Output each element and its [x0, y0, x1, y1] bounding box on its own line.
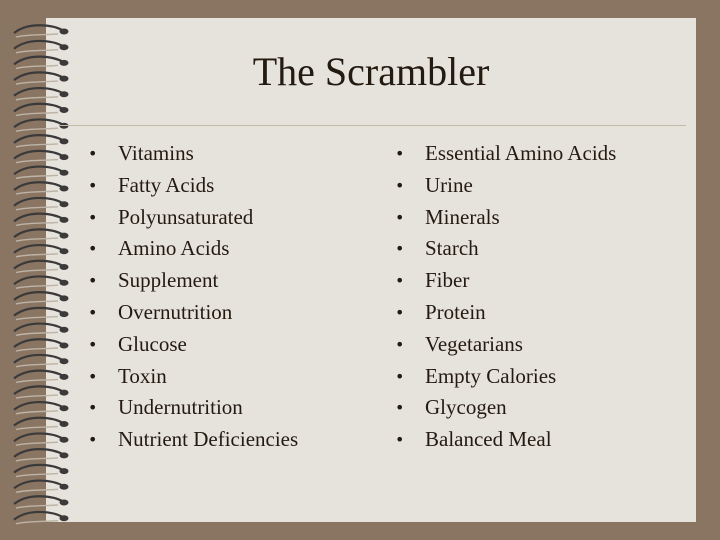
binding-hole — [60, 154, 69, 160]
binding-hole — [60, 358, 69, 364]
bullet-icon: • — [88, 207, 98, 227]
binding-shadow — [16, 474, 58, 477]
bullet-icon: • — [395, 175, 405, 195]
binding-hole — [60, 327, 69, 333]
bullet-icon: • — [88, 334, 98, 354]
binding-shadow — [16, 113, 58, 116]
binding-coil — [14, 119, 64, 127]
bullet-icon: • — [395, 334, 405, 354]
bullet-icon: • — [395, 398, 405, 418]
binding-coil — [14, 339, 64, 347]
binding-coil — [14, 198, 64, 206]
list-item-label: Urine — [425, 172, 473, 197]
list-item — [88, 202, 298, 234]
list-item — [88, 138, 298, 170]
binding-coil — [14, 229, 64, 237]
binding-shadow — [16, 285, 58, 288]
binding-coil — [14, 371, 64, 379]
binding-shadow — [16, 458, 58, 461]
left-term-list — [88, 138, 298, 456]
binding-hole — [60, 515, 69, 521]
list-item — [395, 297, 616, 329]
binding-hole — [60, 390, 69, 396]
bullet-icon: • — [88, 239, 98, 259]
binding-hole — [60, 311, 69, 317]
title-divider — [60, 125, 686, 126]
binding-hole — [60, 452, 69, 458]
list-item — [395, 233, 616, 265]
binding-hole — [60, 484, 69, 490]
binding-coil — [14, 512, 64, 520]
list-item-label: Supplement — [118, 268, 219, 293]
list-item — [395, 329, 616, 361]
binding-shadow — [16, 427, 58, 430]
list-item — [88, 361, 298, 393]
list-item — [88, 233, 298, 265]
list-item-label: Protein — [425, 299, 486, 324]
binding-shadow — [16, 207, 58, 210]
binding-hole — [60, 201, 69, 207]
binding-coil — [14, 355, 64, 363]
list-item — [395, 202, 616, 234]
binding-hole — [60, 29, 69, 35]
list-item — [88, 424, 298, 456]
binding-hole — [60, 170, 69, 176]
binding-shadow — [16, 97, 58, 100]
binding-coil — [14, 433, 64, 441]
list-item-label: Starch — [425, 236, 479, 261]
bullet-icon: • — [88, 271, 98, 291]
binding-shadow — [16, 395, 58, 398]
bullet-icon: • — [395, 271, 405, 291]
list-item-label: Fiber — [425, 268, 470, 293]
binding-coil — [14, 151, 64, 159]
binding-hole — [60, 138, 69, 144]
binding-shadow — [16, 238, 58, 241]
binding-coil — [14, 167, 64, 175]
binding-hole — [60, 248, 69, 254]
list-item — [88, 297, 298, 329]
binding-hole — [60, 217, 69, 223]
binding-hole — [60, 233, 69, 239]
binding-shadow — [16, 128, 58, 131]
list-item-label: Balanced Meal — [425, 427, 552, 452]
list-item — [395, 361, 616, 393]
binding-hole — [60, 405, 69, 411]
bullet-icon: • — [395, 366, 405, 386]
binding-shadow — [16, 332, 58, 335]
binding-hole — [60, 264, 69, 270]
list-item-label: Undernutrition — [118, 395, 243, 420]
binding-coil — [14, 496, 64, 504]
bullet-icon: • — [88, 175, 98, 195]
binding-coil — [14, 402, 64, 410]
binding-hole — [60, 295, 69, 301]
binding-coil — [14, 135, 64, 143]
bullet-icon: • — [395, 430, 405, 450]
list-item-label: Minerals — [425, 204, 500, 229]
list-item — [88, 265, 298, 297]
binding-shadow — [16, 160, 58, 163]
binding-shadow — [16, 411, 58, 414]
binding-hole — [60, 500, 69, 506]
binding-shadow — [16, 489, 58, 492]
list-item-label: Empty Calories — [425, 363, 557, 388]
binding-coil — [14, 324, 64, 332]
binding-hole — [60, 437, 69, 443]
binding-coil — [14, 104, 64, 112]
binding-coil — [14, 292, 64, 300]
list-item-label: Fatty Acids — [118, 172, 215, 197]
binding-hole — [60, 107, 69, 113]
binding-hole — [60, 421, 69, 427]
list-item-label: Glycogen — [425, 395, 507, 420]
list-item-label: Vegetarians — [425, 331, 523, 356]
list-item-label: Essential Amino Acids — [425, 141, 617, 165]
binding-shadow — [16, 301, 58, 304]
binding-shadow — [16, 270, 58, 273]
list-item-label: Nutrient Deficiencies — [118, 427, 299, 452]
binding-shadow — [16, 521, 58, 524]
bullet-icon: • — [88, 144, 98, 163]
binding-shadow — [16, 254, 58, 257]
binding-shadow — [16, 348, 58, 351]
bullet-icon: • — [88, 398, 98, 418]
bullet-icon: • — [88, 302, 98, 322]
binding-coil — [14, 276, 64, 284]
binding-hole — [60, 280, 69, 286]
binding-coil — [14, 182, 64, 190]
list-item — [88, 392, 298, 424]
binding-coil — [14, 25, 64, 33]
bullet-icon: • — [395, 239, 405, 259]
list-item-label: Amino Acids — [118, 236, 230, 261]
bullet-icon: • — [395, 144, 405, 163]
list-item — [395, 392, 616, 424]
list-item — [395, 138, 616, 170]
bullet-icon: • — [88, 430, 98, 450]
binding-shadow — [16, 34, 58, 37]
right-term-list — [395, 138, 616, 456]
bullet-icon: • — [88, 366, 98, 386]
list-item-label: Glucose — [118, 331, 187, 356]
binding-hole — [60, 186, 69, 192]
binding-shadow — [16, 222, 58, 225]
list-item-label: Vitamins — [118, 141, 194, 165]
binding-shadow — [16, 191, 58, 194]
bullet-icon: • — [395, 302, 405, 322]
binding-hole — [60, 343, 69, 349]
binding-coil — [14, 418, 64, 426]
list-item — [88, 329, 298, 361]
binding-coil — [14, 481, 64, 489]
binding-shadow — [16, 317, 58, 320]
list-item-label: Polyunsaturated — [118, 204, 254, 229]
binding-shadow — [16, 442, 58, 445]
binding-coil — [14, 245, 64, 253]
list-item-label: Toxin — [118, 363, 167, 388]
binding-hole — [60, 468, 69, 474]
binding-coil — [14, 465, 64, 473]
binding-shadow — [16, 144, 58, 147]
bullet-icon: • — [395, 207, 405, 227]
binding-coil — [14, 308, 64, 316]
binding-coil — [14, 386, 64, 394]
binding-shadow — [16, 505, 58, 508]
page-title: The Scrambler — [252, 49, 490, 94]
list-item-label: Overnutrition — [118, 299, 233, 324]
list-item — [395, 424, 616, 456]
binding-coil — [14, 449, 64, 457]
binding-coil — [14, 261, 64, 269]
list-item — [395, 265, 616, 297]
list-item — [88, 170, 298, 202]
list-item — [395, 170, 616, 202]
binding-shadow — [16, 379, 58, 382]
binding-shadow — [16, 175, 58, 178]
binding-shadow — [16, 364, 58, 367]
binding-coil — [14, 214, 64, 222]
binding-hole — [60, 374, 69, 380]
